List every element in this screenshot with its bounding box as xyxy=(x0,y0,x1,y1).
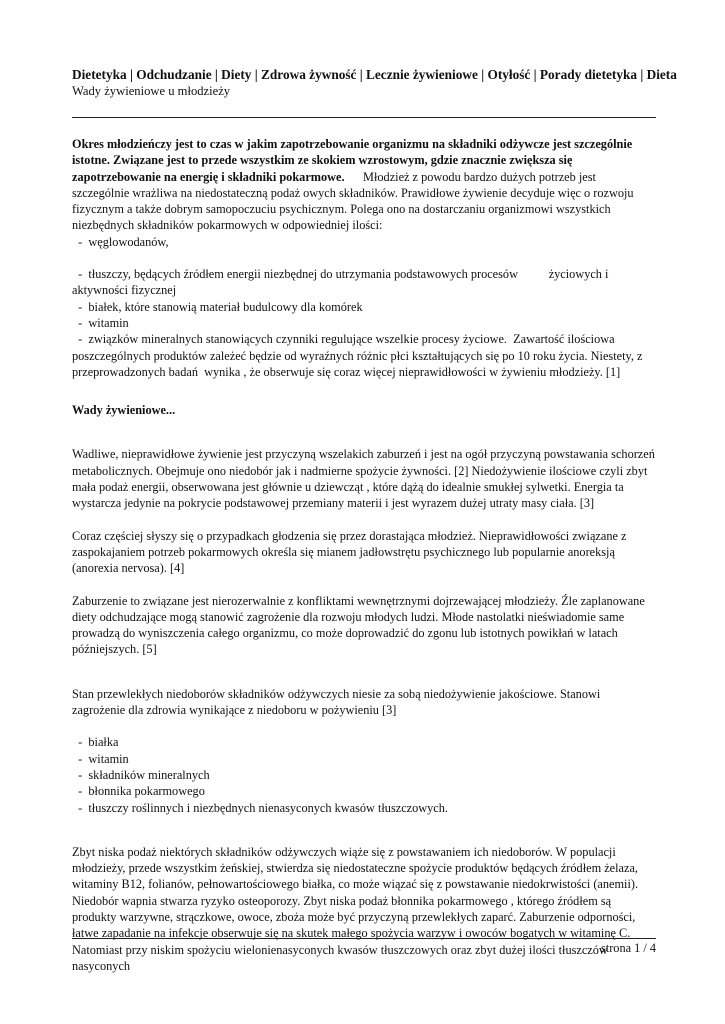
list-item: - składników mineralnych xyxy=(72,767,210,782)
site-header-title: Dietetyka | Odchudzanie | Diety | Zdrowa żywność | Lecznie żywieniowe | Otyłość | Porady dietetyka | Dieta xyxy=(72,67,677,82)
intro-bold-text: Okres młodzieńczy jest to czas w jakim zapotrzebowanie organizmu na składniki odżywcze jest szczególnie istotne. Związane jest to przede wszystkim ze skokiem wzrostowym, gdzie znacznie zwiększa się zapotrzebowanie na energię i składniki pokarmowe. xyxy=(72,137,633,184)
list-item: - tłuszczy, będących źródłem energii niezbędnej do utrzymania podstawowych procesów życiowych i aktywności fizycznej xyxy=(72,267,612,298)
header-divider xyxy=(72,117,656,118)
section-heading: Wady żywieniowe... xyxy=(72,403,176,418)
spacer xyxy=(72,816,656,844)
spacer xyxy=(72,512,656,528)
list-item: - witamin xyxy=(72,315,129,330)
spacer xyxy=(72,418,656,446)
spacer xyxy=(72,718,656,734)
list-item: - witamin xyxy=(72,751,129,766)
spacer xyxy=(72,250,656,266)
paragraph-4: Stan przewlekłych niedoborów składników odżywczych niesie za sobą niedożywienie jakościowe. Stanowi zagrożenie dla zdrowia wynikające z niedoboru w pożywieniu [3] xyxy=(72,686,601,718)
spacer xyxy=(72,380,656,402)
spacer xyxy=(72,577,656,593)
footer-divider xyxy=(72,938,656,939)
list-item: - błonnika pokarmowego xyxy=(72,784,205,799)
paragraph-1: Wadliwe, nieprawidłowe żywienie jest przyczyną wszelakich zaburzeń i jest na ogół przyczyną powstawania schorzeń metabolicznych. Obejmuje ono niedobór jak i nadmierne spożycie żywności. [2] Niedożywienie ilościowe czyli zbyt mała podaż energii, obserwowana jest głównie u dziewcząt , które dążą do idealnie smukłej sylwetki. Energia ta wystarcza jedynie na pokrycie podstawowej przemiany materii i jest wyrazem dużej utraty masy ciała. [3] xyxy=(72,447,655,511)
intro-paragraph xyxy=(72,136,656,234)
paragraph-2: Coraz częściej słyszy się o przypadkach głodzenia się przez dorastająca młodzież. Nieprawidłowości związane z zaspokajaniem potrzeb pokarmowych określa się mianem jadłowstrętu psychicznego lub popularnie anoreksją (anorexia nervosa). [4] xyxy=(72,528,627,576)
paragraph-3: Zaburzenie to związane jest nierozerwalnie z konfliktami wewnętrznymi dojrzewającej młodzieży. Źle zaplanowane diety odchudzające mogą stanowić zagrożenie dla rozwoju młodych ludzi. Młode nastolatki nieświadomie same prowadzą do wyniszczenia całego organizmu, co może doprowadzić do zgonu lub istotnych powikłań w latach późniejszych. [5] xyxy=(72,593,645,657)
list-item: - tłuszczy roślinnych i niezbędnych nienasyconych kwasów tłuszczowych. xyxy=(72,800,448,815)
list-item: - białka xyxy=(72,735,119,750)
list-tail-text: Zawartość ilościowa poszczególnych produktów zależeć będzie od wyraźnych różnic płci kształtujących się po 10 roku życia. Niestety, z przeprowadzonych badań wynika , że obserwuje się coraz więcej nieprawidłowości w żywieniu młodzieży. [1] xyxy=(72,332,646,379)
article-body xyxy=(72,136,656,974)
intro-normal-text: Młodzież z powodu bardzo dużych potrzeb jest szczególnie wrażliwa na niedostateczną podaż owych składników. Prawidłowe żywienie decyduje więc o rozwoju fizycznym a także dobrym samopoczuciu psychicznym. Polega ono na dostarczaniu organizmowi wszystkich niezbędnych składników pokarmowych w odpowiedniej ilości: xyxy=(72,169,634,233)
list-item-with-tail xyxy=(72,331,656,380)
list-item: - związków mineralnych stanowiących czynniki regulujące wszelkie procesy życiowe. xyxy=(72,332,508,347)
list-item: - węglowodanów, xyxy=(72,234,169,249)
page-number: strona 1 / 4 xyxy=(601,941,656,955)
article-subtitle: Wady żywieniowe u młodzieży xyxy=(72,84,231,98)
spacer xyxy=(72,658,656,686)
paragraph-5: Zbyt niska podaż niektórych składników odżywczych wiąże się z powstawaniem ich niedoborów. W populacji młodzieży, przede wszystkim żeńskiej, stwierdza się niedostateczne spożycie produktów będących źródłem żelaza, witaminy B12, folianów, pełnowartościowego białka, co może wiązać się z powstawanie niedokrwistości (anemii). Niedobór wapnia stwarza ryzyko osteoporozy. Zbyt niska podaż błonnika pokarmowego , którego źródłem są produkty warzywne, strączkowe, owoce, zboża może być przyczyną przewlekłych zaparć. Zaburzenie odporności, łatwe zapadanie na infekcje obserwuje się na skutek małego spożycia warzyw i owoców bogatych w witaminę C. Natomiast przy niskim spożyciu wielonienasyconych kwasów tłuszczowych oraz zbyt dużej ilości tłuszczów nasyconych xyxy=(72,844,639,973)
list-item: - białek, które stanowią materiał budulcowy dla komórek xyxy=(72,299,363,314)
